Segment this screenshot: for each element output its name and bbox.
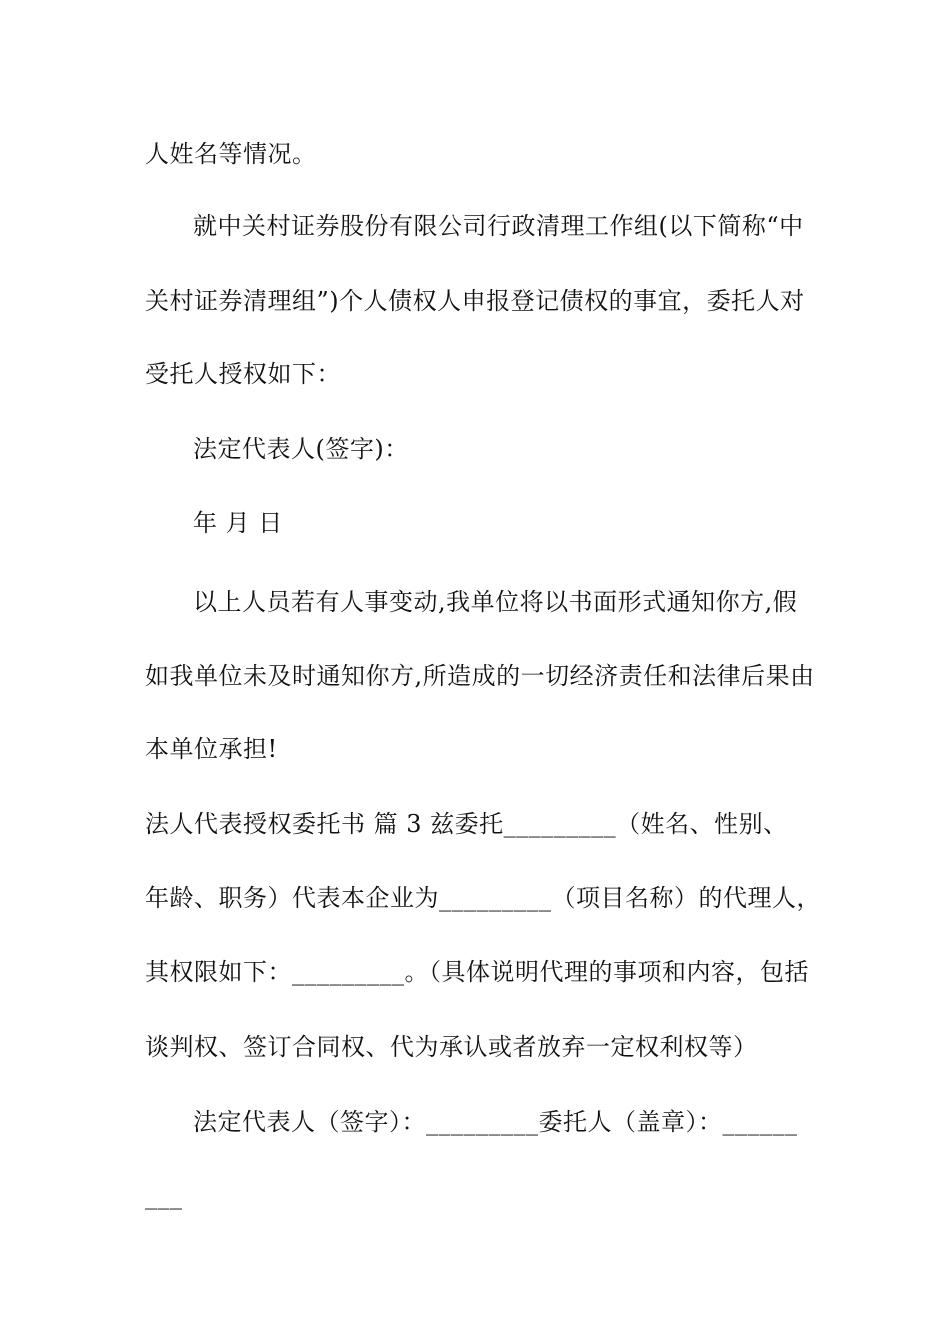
paragraph-line: 以上人员若有人事变动,我单位将以书面形式通知你方,假 <box>193 588 798 616</box>
paragraph-line: 谈判权、签订合同权、代为承认或者放弃一定权利权等） <box>145 1033 758 1061</box>
paragraph-line: 关村证券清理组”)个人债权人申报登记债权的事宜，委托人对 <box>145 287 805 315</box>
paragraph-line: 本单位承担! <box>145 735 278 763</box>
date-line: 年 月 日 <box>193 509 283 537</box>
paragraph-line: 如我单位未及时通知你方,所造成的一切经济责任和法律后果由 <box>145 662 815 690</box>
section-heading-line: 法人代表授权委托书 篇 3 兹委托_________（姓名、性别、 <box>145 810 788 838</box>
signature-line-legal-rep: 法定代表人(签字)： <box>193 435 409 463</box>
signature-line: 法定代表人（签字）：_________委托人（盖章）：______ <box>193 1108 798 1136</box>
signature-line-continuation: ___ <box>145 1182 183 1210</box>
paragraph-line: 其权限如下：_________。（具体说明代理的事项和内容，包括 <box>145 958 809 986</box>
paragraph-line: 就中关村证券股份有限公司行政清理工作组(以下简称“中 <box>193 212 804 240</box>
paragraph-line: 人姓名等情况。 <box>145 140 317 168</box>
paragraph-line: 受托人授权如下： <box>145 360 341 388</box>
paragraph-line: 年龄、职务）代表本企业为_________（项目名称）的代理人， <box>145 884 821 912</box>
